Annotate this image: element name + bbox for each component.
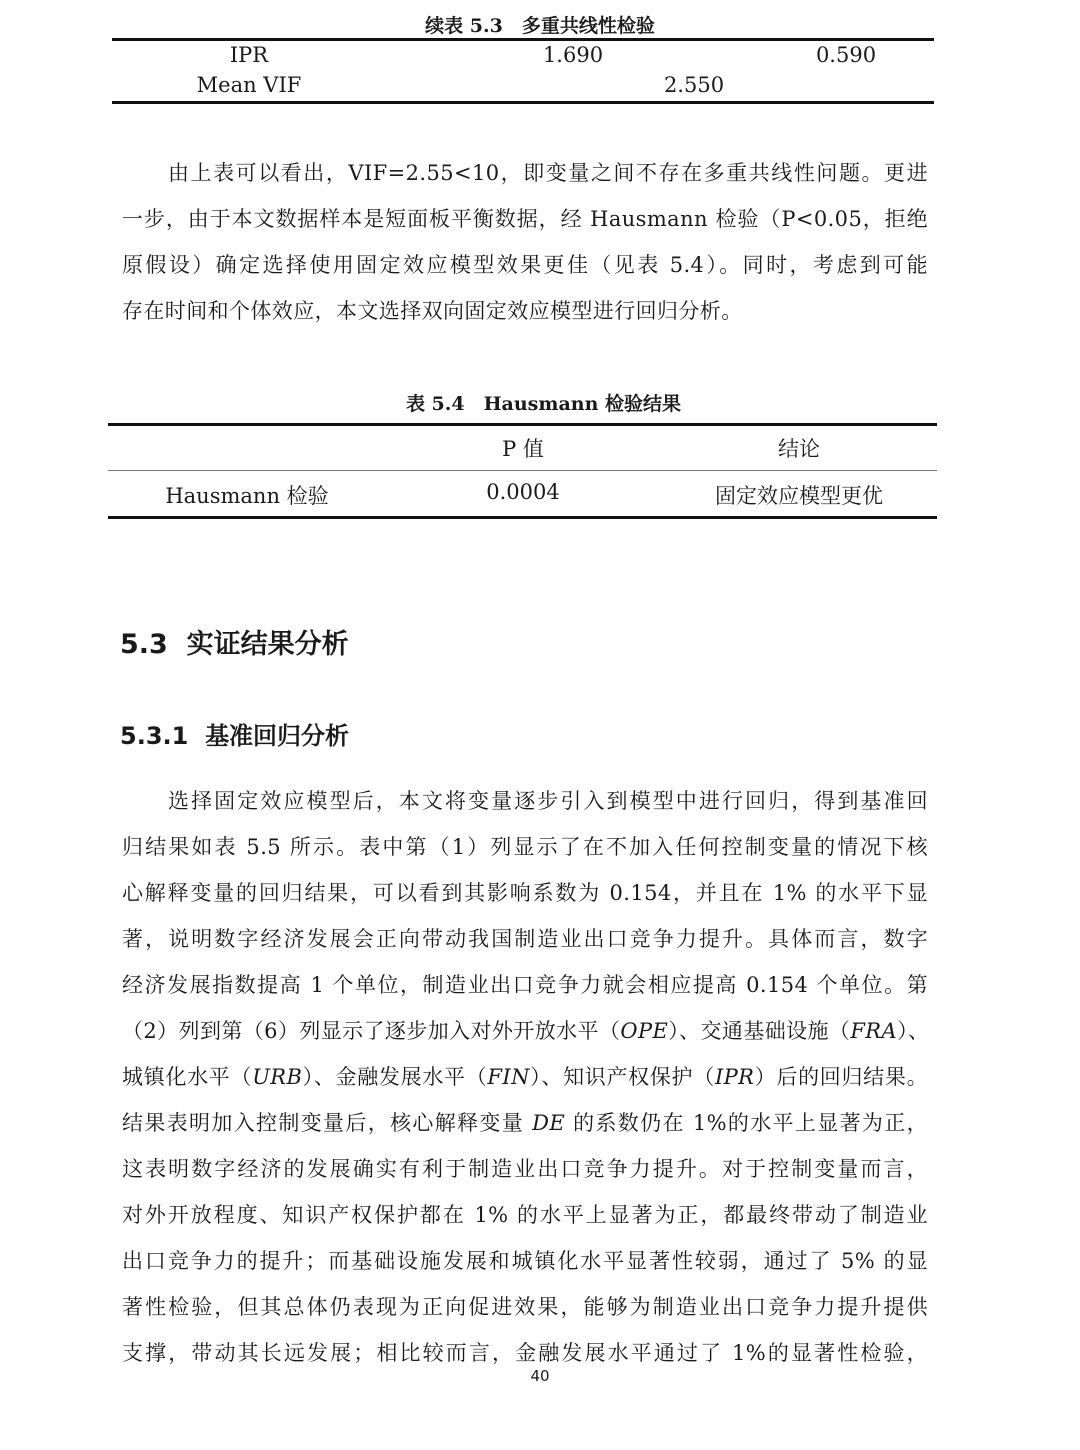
text-span: （2）列到第（6）列显示了逐步加入对外开放水平（ [122, 1019, 621, 1043]
table-5-4-mid-rule [108, 470, 937, 471]
text-line [122, 1008, 928, 1054]
subsection-title: 基准回归分析 [205, 722, 350, 750]
variable-fra: FRA [850, 1019, 898, 1043]
table-5-3-top-rule [112, 38, 934, 41]
table-5-4-row-conclusion: 固定效应模型更优 [715, 484, 883, 508]
table-5-4-caption: 表 5.4 Hausmann 检验结果 [405, 393, 682, 415]
text-line: 这表明数字经济的发展确实有利于制造业出口竞争力提升。对于控制变量而言， [122, 1157, 928, 1181]
text-line: 对外开放程度、知识产权保护都在 1% 的水平上显著为正，都最终带动了制造业 [122, 1203, 928, 1227]
text-span: 城镇化水平（ [122, 1065, 253, 1089]
text-span: ）后的回归结果。 [754, 1065, 928, 1089]
table-5-4-bottom-rule [108, 516, 937, 519]
text-line: 原假设）确定选择使用固定效应模型效果更佳（见表 5.4）。同时，考虑到可能 [122, 253, 928, 277]
text-span: 结果表明加入控制变量后，核心解释变量 [122, 1111, 533, 1135]
table-5-4-row-test: Hausmann 检验 [165, 484, 329, 508]
variable-ope: OPE [620, 1019, 669, 1043]
text-span: ）、交通基础设施（ [668, 1019, 851, 1043]
text-line: 由上表可以看出，VIF=2.55<10，即变量之间不存在多重共线性问题。更进 [168, 161, 928, 185]
text-line: 一步，由于本文数据样本是短面板平衡数据，经 Hausmann 检验（P<0.05，拒绝 [122, 207, 928, 231]
text-line [122, 1100, 928, 1146]
section-heading [120, 622, 349, 661]
variable-urb: URB [252, 1065, 303, 1089]
table-5-4-header-pvalue: P 值 [502, 437, 544, 461]
text-line: 存在时间和个体效应，本文选择双向固定效应模型进行回归分析。 [122, 299, 743, 323]
section-title: 实证结果分析 [186, 629, 349, 660]
text-line: 著，说明数字经济发展会正向带动我国制造业出口竞争力提升。具体而言，数字 [122, 927, 928, 951]
subsection-number: 5.3.1 [120, 722, 189, 750]
text-line: 归结果如表 5.5 所示。表中第（1）列显示了在不加入任何控制变量的情况下核 [122, 835, 928, 859]
variable-ipr: IPR [714, 1065, 755, 1089]
text-span: ）、金融发展水平（ [302, 1065, 488, 1089]
table-5-3-row-ipr-name: IPR [229, 43, 269, 67]
paragraph-vif-conclusion [122, 150, 928, 334]
table-5-3-caption: 续表 5.3 多重共线性检验 [425, 15, 655, 37]
table-5-3-row-meanvif-name: Mean VIF [196, 73, 302, 97]
page-number: 40 [530, 1367, 550, 1385]
text-line: 出口竞争力的提升；而基础设施发展和城镇化水平显著性较弱，通过了 5% 的显 [122, 1249, 928, 1273]
text-line: 著性检验，但其总体仍表现为正向促进效果，能够为制造业出口竞争力提升提供 [122, 1295, 928, 1319]
paragraph-baseline-regression [122, 778, 928, 1376]
table-5-4-row-pvalue: 0.0004 [486, 480, 560, 504]
text-line: 选择固定效应模型后，本文将变量逐步引入到模型中进行回归，得到基准回 [168, 789, 928, 813]
table-5-3-bottom-rule [112, 101, 934, 104]
text-span: ）、 [897, 1019, 930, 1043]
text-line [122, 1054, 928, 1100]
variable-de: DE [532, 1111, 566, 1135]
table-5-4-header-conclusion: 结论 [778, 437, 820, 461]
text-span: ）、知识产权保护（ [529, 1065, 715, 1089]
table-5-3-row-ipr-inv: 0.590 [815, 43, 877, 67]
text-span: 的系数仍在 1%的水平上显著为正， [565, 1111, 928, 1135]
table-5-3-row-ipr-vif: 1.690 [542, 43, 604, 67]
table-5-3-row-meanvif-vif: 2.550 [663, 73, 725, 97]
subsection-heading [120, 716, 349, 751]
text-line: 心解释变量的回归结果，可以看到其影响系数为 0.154，并且在 1% 的水平下显 [122, 881, 928, 905]
table-5-4-top-rule [108, 423, 937, 426]
section-number: 5.3 [120, 629, 168, 660]
text-line: 支撑，带动其长远发展；相比较而言，金融发展水平通过了 1%的显著性检验， [122, 1341, 928, 1365]
variable-fin: FIN [487, 1065, 530, 1089]
text-line: 经济发展指数提高 1 个单位，制造业出口竞争力就会相应提高 0.154 个单位。第 [122, 973, 928, 997]
